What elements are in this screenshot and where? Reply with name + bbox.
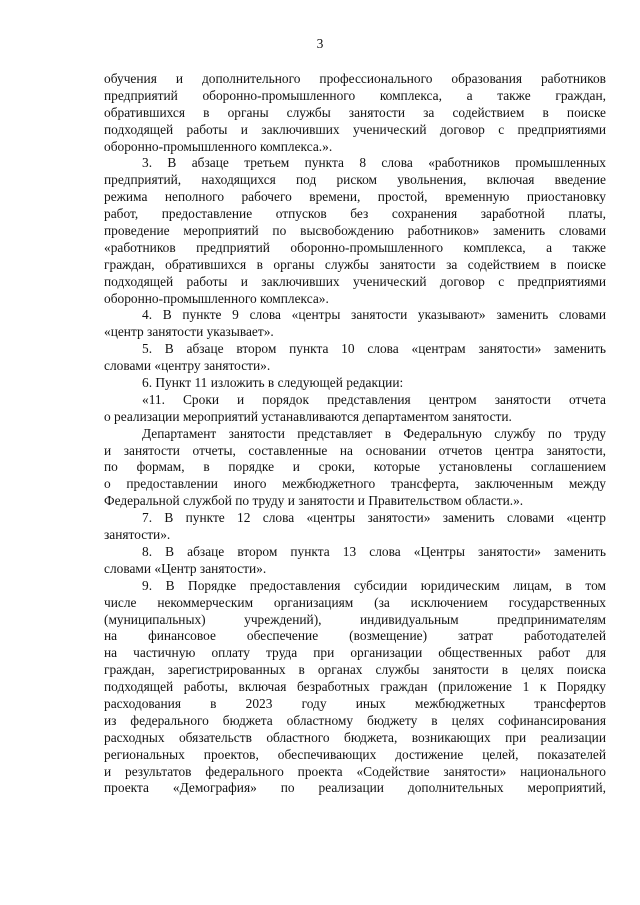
text-line: 9. В Порядке предоставления субсидии юридическим лицам, в том: [142, 577, 606, 593]
text-line: 7. В пункте 12 слова «центры занятости» заменить словами «центр: [142, 510, 606, 526]
text-line: граждан, зарегистрированных в органах службы занятости в целях поиска: [104, 662, 606, 678]
document-body: [104, 71, 606, 797]
text-line: работ, предоставление отпусков без сохранения заработной платы,: [104, 206, 606, 222]
text-line: на финансовое обеспечение (возмещение) затрат работодателей: [104, 628, 606, 644]
text-line: Федеральной службой по труду и занятости и Правительством области.».: [104, 493, 524, 509]
page-number: 3: [316, 36, 324, 51]
text-line: словами «центру занятости».: [104, 358, 271, 374]
text-line: из федерального бюджета областному бюджету в целях софинансирования: [104, 712, 606, 728]
text-line: 6. Пункт 11 изложить в следующей редакции:: [142, 375, 404, 391]
text-line: 5. В абзаце втором пункта 10 слова «центрам занятости» заменить: [142, 341, 606, 357]
text-line: о предоставлении иного межбюджетного трансферта, заключенным между: [104, 476, 606, 492]
text-line: режима неполного рабочего времени, простой, временную приостановку: [104, 189, 606, 205]
text-line: подходящей работы и заключивших ученический договор с предприятиями: [104, 273, 606, 289]
text-line: словами «Центр занятости».: [104, 560, 267, 576]
text-line: (муниципальных) учреждений), индивидуальным предпринимателям: [104, 611, 606, 627]
text-line: «центр занятости указывает».: [104, 324, 274, 340]
text-line: оборонно-промышленного комплекса».: [104, 290, 329, 306]
text-line: региональных проектов, обеспечивающих достижение целей, показателей: [104, 746, 606, 762]
text-line: обратившихся в органы службы занятости за содействием в поиске: [104, 104, 606, 120]
text-line: обучения и дополнительного профессионального образования работников: [104, 71, 606, 86]
text-line: и результатов федерального проекта «Содействие занятости» национального: [104, 763, 606, 779]
text-line: по формам, в порядке и сроки, которые установлены соглашением: [104, 459, 606, 475]
text-line: проведение мероприятий по высвобождению работников» заменить словами: [104, 223, 606, 239]
text-line: граждан, обратившихся в органы службы занятости за содействием в поиске: [104, 256, 606, 272]
text-line: проекта «Демография» по реализации дополнительных мероприятий,: [104, 780, 606, 796]
text-line: предприятий, находящихся под риском увольнения, включая введение: [104, 172, 606, 188]
text-line: подходящей работы, включая безработных граждан (приложение 1 к Порядку: [104, 679, 606, 695]
text-line: Департамент занятости представляет в Федеральную службу по труду: [142, 425, 606, 441]
text-line: предприятий оборонно-промышленного комплекса, а также граждан,: [104, 87, 606, 103]
text-line: «11. Сроки и порядок представления центром занятости отчета: [142, 391, 606, 407]
text-line: оборонно-промышленного комплекса.».: [104, 138, 333, 154]
text-line: 8. В абзаце втором пункта 13 слова «Центры занятости» заменить: [142, 543, 606, 559]
text-line: о реализации мероприятий устанавливаются департаментом занятости.: [104, 408, 512, 424]
text-line: расходных обязательств областного бюджета, возникающих при реализации: [104, 729, 606, 745]
text-line: 3. В абзаце третьем пункта 8 слова «работников промышленных: [142, 155, 606, 171]
text-line: занятости».: [104, 527, 171, 543]
text-line: 4. В пункте 9 слова «центры занятости указывают» заменить словами: [142, 307, 606, 323]
text-line: подходящей работы и заключивших ученический договор с предприятиями: [104, 121, 606, 137]
text-line: и занятости отчеты, составленные на основании отчетов центра занятости,: [104, 442, 606, 458]
text-line: на частичную оплату труда при организации общественных работ для: [104, 645, 606, 661]
text-line: числе некоммерческим организациям (за исключением государственных: [104, 594, 606, 610]
text-line: «работников предприятий оборонно-промышленного комплекса, а также: [104, 239, 606, 255]
text-line: расходования в 2023 году иных межбюджетных трансфертов: [104, 695, 606, 711]
